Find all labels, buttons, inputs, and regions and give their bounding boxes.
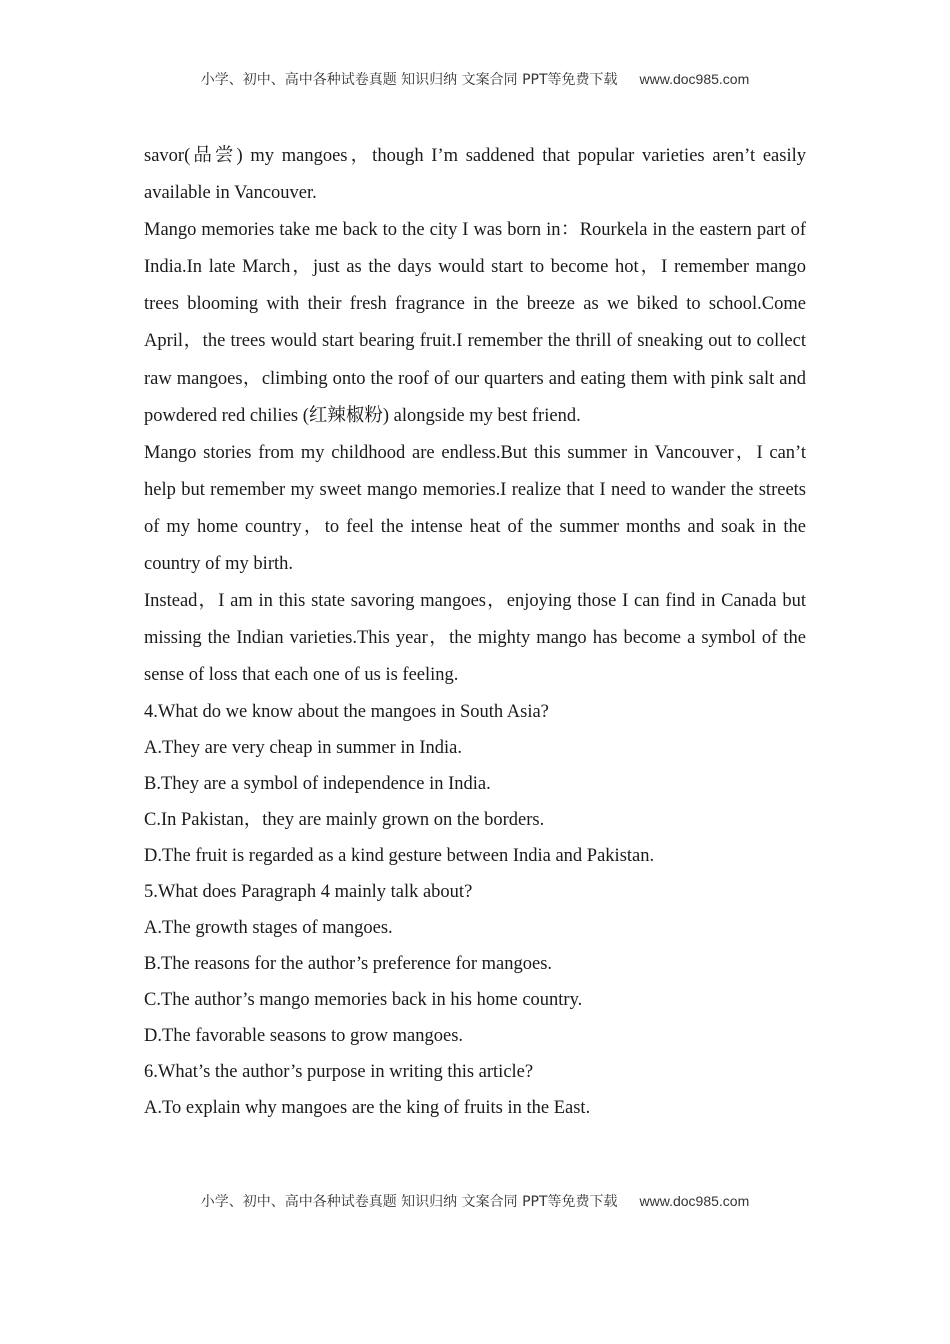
question-option: A.They are very cheap in summer in India. (144, 738, 462, 759)
question-option: C.The author’s mango memories back in his home country. (144, 990, 583, 1011)
passage-paragraph: Instead，I am in this state savoring mangoes，enjoying those I can find in Canada but missing the Indian varieties.This year，the mighty mango has become a symbol of the sense of loss that each one of us is feeling. (144, 591, 806, 686)
passage-paragraph: savor(品尝) my mangoes，though I’m saddened that popular varieties aren’t easily available in Vancouver. (144, 146, 806, 204)
question-option: C.In Pakistan，they are mainly grown on the borders. (144, 810, 545, 831)
header-site-link[interactable]: www.doc985.com (639, 71, 750, 87)
footer-site-link[interactable]: www.doc985.com (639, 1193, 750, 1209)
question-stem: 4.What do we know about the mangoes in South Asia? (144, 702, 549, 723)
document-body (144, 138, 806, 1126)
footer-text: 小学、初中、高中各种试卷真题 知识归纳 文案合同 PPT等免费下载 (200, 1194, 618, 1210)
question-option: B.They are a symbol of independence in India. (144, 774, 491, 795)
header-text: 小学、初中、高中各种试卷真题 知识归纳 文案合同 PPT等免费下载 (200, 72, 618, 88)
question-6 (144, 1054, 806, 1126)
passage-paragraph: Mango stories from my childhood are endless.But this summer in Vancouver，I can’t help but remember my sweet mango memories.I realize that I need to wander the streets of my home country，to feel the intense heat of the summer months and soak in the country of my birth. (144, 442, 806, 575)
passage-paragraph: Mango memories take me back to the city I was born in：Rourkela in the eastern part of India.In late March，just as the days would start to become hot，I remember mango trees blooming with their fresh fragrance in the breeze as we biked to school.Come April，the trees would start bearing fruit.I remember the thrill of sneaking out to collect raw mangoes，climbing onto the roof of our quarters and eating them with pink salt and powdered red chilies (红辣椒粉) alongside my best friend. (144, 220, 806, 426)
question-4 (144, 694, 806, 874)
question-stem: 5.What does Paragraph 4 mainly talk about? (144, 882, 473, 903)
question-option: B.The reasons for the author’s preference for mangoes. (144, 954, 553, 975)
question-5 (144, 874, 806, 1054)
question-stem: 6.What’s the author’s purpose in writing this article? (144, 1062, 534, 1083)
page-header (0, 69, 950, 89)
question-option: D.The fruit is regarded as a kind gesture between India and Pakistan. (144, 846, 655, 867)
question-option: A.To explain why mangoes are the king of fruits in the East. (144, 1098, 591, 1119)
question-option: D.The favorable seasons to grow mangoes. (144, 1026, 464, 1047)
page-footer (0, 1191, 950, 1211)
question-option: A.The growth stages of mangoes. (144, 918, 393, 939)
